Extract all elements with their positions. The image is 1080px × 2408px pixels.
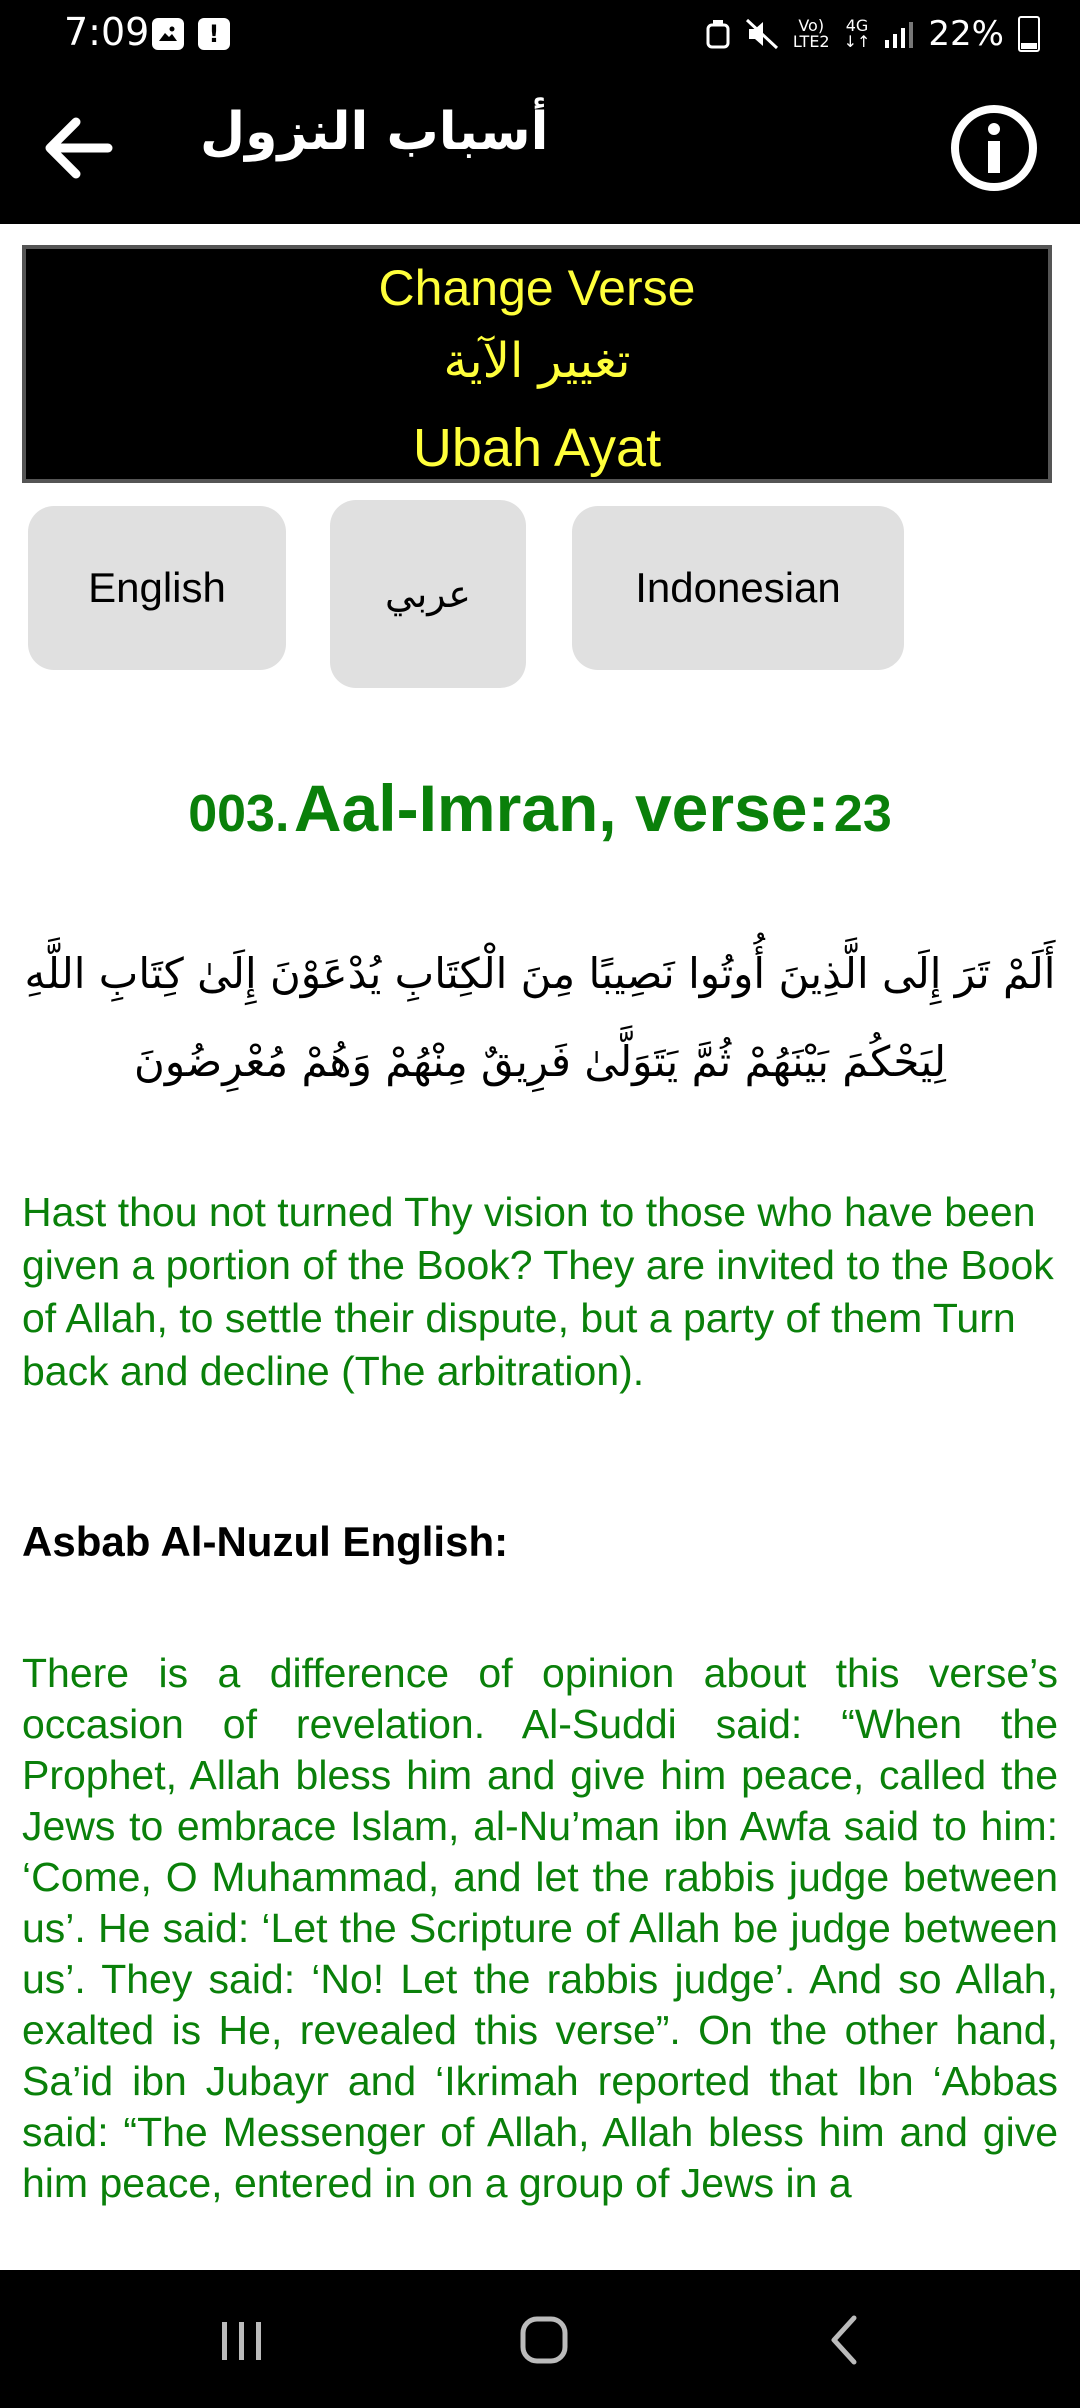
arabic-button[interactable]: عربي — [330, 500, 526, 688]
image-notification-icon — [152, 18, 184, 50]
verse-translation: Hast thou not turned Thy vision to those who have been given a portion of the Book? They are invited to the Book of Allah, to settle their dispute, but a party of them Turn back and decline (The arbitration). — [22, 1189, 1054, 1394]
system-navigation-bar — [0, 2270, 1080, 2408]
notification-icons — [152, 18, 230, 50]
signal-icon — [884, 20, 914, 48]
status-bar — [0, 0, 1080, 72]
verse-number: 23 — [833, 785, 892, 843]
home-button[interactable] — [504, 2304, 584, 2374]
status-time: 7:09 — [64, 10, 150, 54]
surah-number: 003. — [188, 785, 290, 843]
info-button[interactable] — [948, 102, 1040, 194]
english-button[interactable]: English — [28, 506, 286, 670]
volte-indicator — [793, 18, 830, 50]
nav-back-button[interactable] — [806, 2304, 886, 2374]
surah-name: Aal-Imran, verse: — [293, 771, 830, 845]
change-verse-indonesian: Ubah Ayat — [412, 418, 662, 478]
app-bar — [0, 72, 1080, 224]
mute-icon — [745, 18, 779, 50]
lte-label: LTE2 — [792, 32, 830, 51]
asbab-title: Asbab Al-Nuzul English: — [22, 1518, 509, 1565]
network-type-label: 4G — [845, 16, 869, 35]
recent-apps-button[interactable] — [202, 2304, 282, 2374]
info-icon — [948, 102, 1040, 194]
asbab-text: There is a difference of opinion about this verse’s occasion of revelation. Al-Suddi said: “When the Prophet, Allah bless him and give him peace, called the Jews to embrace Islam, al-Nu’man ibn Awfa said to him: ‘Come, O Muhammad, and let the rabbis judge between us’. He said: ‘Let the Scripture of Allah be judge between us’. They said: ‘No! Let the rabbis judge’. And so Allah, exalted is He, revealed this verse”. On the other hand, Sa’id ibn Jubayr and ‘Ikrimah reported that Ibn ‘Abbas said: “The Messenger of Allah, Allah bless him and give him peace, entered in on a group of Jews in a — [22, 1650, 1058, 2206]
alarm-icon — [705, 19, 731, 49]
data-arrows-icon: ↓↑ — [843, 32, 871, 51]
network-type-indicator — [844, 18, 871, 50]
arrow-left-icon — [40, 108, 120, 188]
page-title: أسباب النزول — [200, 102, 549, 162]
arabic-verse-text: أَلَمْ تَرَ إِلَى الَّذِينَ أُوتُوا نَصِيبًا مِنَ الْكِتَابِ يُدْعَوْنَ إِلَىٰ كِتَابِ اللَّهِ لِيَحْكُمَ بَيْنَهُمْ ثُمَّ يَتَوَلَّىٰ فَرِيقٌ مِنْهُمْ وَهُمْ مُعْرِضُونَ — [24, 949, 1056, 1086]
change-verse-button[interactable] — [22, 245, 1052, 483]
home-icon — [504, 2304, 584, 2374]
indonesian-button[interactable]: Indonesian — [572, 506, 904, 670]
chevron-left-icon — [806, 2304, 886, 2374]
battery-percent: 22% — [928, 14, 1004, 54]
volte-label: Vo) — [798, 16, 825, 35]
recent-apps-icon — [202, 2304, 282, 2374]
verse-heading — [0, 770, 1080, 846]
alert-notification-icon: ! — [198, 18, 230, 50]
battery-icon — [1018, 16, 1040, 52]
change-verse-english: Change Verse — [378, 260, 696, 316]
system-status-icons — [705, 14, 1040, 54]
change-verse-arabic: تغيير الآية — [443, 333, 631, 389]
back-button[interactable] — [40, 108, 120, 188]
